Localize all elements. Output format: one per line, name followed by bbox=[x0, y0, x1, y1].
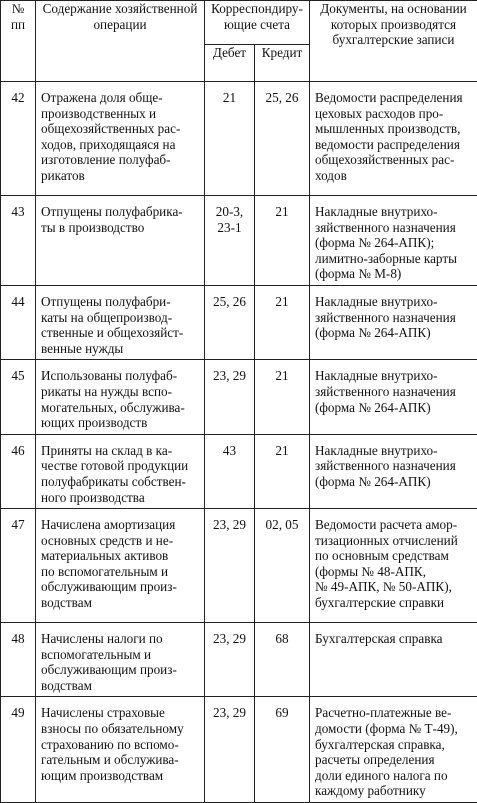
row-documents bbox=[310, 360, 477, 434]
row-credit-account-line: 21 bbox=[255, 294, 309, 310]
row-credit-account-line: 68 bbox=[255, 631, 309, 647]
row-number: 44 bbox=[1, 285, 36, 359]
row-operation-content-line: по вспомогательным и bbox=[41, 564, 202, 580]
row-operation-content bbox=[36, 509, 205, 623]
row-documents-line: зяйственного назначения bbox=[315, 310, 475, 326]
row-operation-content-line: Отражена доля обще- bbox=[41, 90, 202, 106]
row-operation-content-line: ного производства bbox=[41, 490, 202, 506]
table-row bbox=[1, 697, 477, 803]
row-debit-account-line: 43 bbox=[205, 443, 254, 459]
row-credit-account bbox=[255, 360, 310, 434]
row-operation-content-line: вспомогательным и bbox=[41, 647, 202, 663]
row-credit-account-line: 02, 05 bbox=[255, 517, 309, 533]
row-operation-content bbox=[36, 82, 205, 196]
row-credit-account-line: 21 bbox=[255, 204, 309, 220]
row-documents-line: Расчетно-платежные ве- bbox=[315, 705, 475, 721]
row-documents-line: ходов bbox=[315, 168, 475, 184]
row-debit-account-line: 23, 29 bbox=[205, 631, 254, 647]
table-row bbox=[1, 285, 477, 359]
row-operation-content-line: водствам bbox=[41, 678, 202, 694]
header-credit: Кредит bbox=[255, 45, 310, 82]
header-number bbox=[1, 1, 36, 82]
row-documents-line: цеховых расходов про- bbox=[315, 106, 475, 122]
row-operation-content-line: основных средств и не- bbox=[41, 533, 202, 549]
row-operation-content-line: материальных активов bbox=[41, 548, 202, 564]
row-debit-account-line: 25, 26 bbox=[205, 294, 254, 310]
row-documents-line: Накладные внутрихо- bbox=[315, 368, 475, 384]
row-operation-content-line: водствам bbox=[41, 595, 202, 611]
row-operation-content-line: каты на общепроизвод- bbox=[41, 310, 202, 326]
row-operation-content bbox=[36, 697, 205, 803]
row-documents bbox=[310, 82, 477, 196]
row-operation-content-line: могательных, обслужива- bbox=[41, 400, 202, 416]
row-documents-line: Накладные внутрихо- bbox=[315, 294, 475, 310]
row-operation-content-line: Отпущены полуфабрика- bbox=[41, 204, 202, 220]
header-documents bbox=[310, 1, 477, 82]
header-content-line: операции bbox=[36, 17, 204, 33]
row-debit-account bbox=[205, 360, 255, 434]
row-operation-content-line: обслуживающим произ- bbox=[41, 579, 202, 595]
row-credit-account bbox=[255, 434, 310, 508]
row-operation-content-line: Приняты на склад в ка- bbox=[41, 443, 202, 459]
row-documents bbox=[310, 434, 477, 508]
row-debit-account-line: 23, 29 bbox=[205, 517, 254, 533]
row-operation-content bbox=[36, 285, 205, 359]
header-docs-line: Документы, на основании bbox=[310, 1, 477, 17]
row-operation-content bbox=[36, 196, 205, 286]
row-operation-content-line: гательным и обслужива- bbox=[41, 752, 202, 768]
row-credit-account bbox=[255, 697, 310, 803]
row-documents-line: Ведомости распределения bbox=[315, 90, 475, 106]
row-documents-line: (форма № М-8) bbox=[315, 266, 475, 282]
row-debit-account-line: 23-1 bbox=[205, 220, 254, 236]
row-credit-account-line: 21 bbox=[255, 368, 309, 384]
row-debit-account-line: 23, 29 bbox=[205, 705, 254, 721]
row-operation-content-line: рикаты на нужды вспо- bbox=[41, 384, 202, 400]
row-operation-content-line: венные нужды bbox=[41, 341, 202, 357]
row-documents-line: тизационных отчислений bbox=[315, 533, 475, 549]
row-documents bbox=[310, 196, 477, 286]
row-credit-account-line: 69 bbox=[255, 705, 309, 721]
row-operation-content-line: честве готовой продукции bbox=[41, 458, 202, 474]
row-operation-content-line: рикатов bbox=[41, 168, 202, 184]
row-debit-account bbox=[205, 285, 255, 359]
row-documents-line: лимитно-заборные карты bbox=[315, 251, 475, 267]
row-operation-content-line: производственных и bbox=[41, 106, 202, 122]
row-credit-account-line: 25, 26 bbox=[255, 90, 309, 106]
row-operation-content-line: Использованы полуфаб- bbox=[41, 368, 202, 384]
row-debit-account-line: 21 bbox=[205, 90, 254, 106]
row-documents bbox=[310, 285, 477, 359]
row-operation-content-line: изготовление полуфаб- bbox=[41, 152, 202, 168]
row-operation-content-line: Начислены страховые bbox=[41, 705, 202, 721]
row-operation-content-line: ты в производство bbox=[41, 220, 202, 236]
row-documents-line: зяйственного назначения bbox=[315, 384, 475, 400]
row-credit-account-line: 21 bbox=[255, 443, 309, 459]
row-debit-account-line: 23, 29 bbox=[205, 368, 254, 384]
row-operation-content-line: ходов, приходящаяся на bbox=[41, 137, 202, 153]
table-body bbox=[1, 82, 477, 803]
header-docs-line: бухгалтерские записи bbox=[310, 32, 477, 48]
row-documents-line: расчеты определения bbox=[315, 752, 475, 768]
table-row bbox=[1, 623, 477, 697]
header-number-line: № bbox=[1, 1, 35, 17]
row-debit-account bbox=[205, 82, 255, 196]
row-documents-line: ведомости распределения bbox=[315, 137, 475, 153]
header-accounts-line: Корреспондиру- bbox=[205, 1, 309, 17]
row-debit-account bbox=[205, 196, 255, 286]
row-credit-account bbox=[255, 285, 310, 359]
row-documents-line: домости (форма № Т-49), bbox=[315, 721, 475, 737]
row-documents bbox=[310, 509, 477, 623]
row-operation-content-line: полуфабрикаты собствен- bbox=[41, 474, 202, 490]
row-documents-line: (форма № 264-АПК) bbox=[315, 474, 475, 490]
row-operation-content-line: Отпущены полуфабри- bbox=[41, 294, 202, 310]
row-number: 42 bbox=[1, 82, 36, 196]
row-number: 43 bbox=[1, 196, 36, 286]
header-content-line: Содержание хозяйственной bbox=[36, 1, 204, 17]
row-documents-line: бухгалтерские справки bbox=[315, 595, 475, 611]
row-number: 47 bbox=[1, 509, 36, 623]
row-documents-line: зяйственного назначения bbox=[315, 458, 475, 474]
row-debit-account bbox=[205, 623, 255, 697]
header-operation-content bbox=[36, 1, 205, 82]
row-number: 49 bbox=[1, 697, 36, 803]
row-documents-line: Ведомости расчета амор- bbox=[315, 517, 475, 533]
row-operation-content bbox=[36, 360, 205, 434]
row-documents-line: Бухгалтерская справка bbox=[315, 631, 475, 647]
row-credit-account bbox=[255, 82, 310, 196]
row-credit-account bbox=[255, 196, 310, 286]
row-operation-content-line: Начислены налоги по bbox=[41, 631, 202, 647]
table-row bbox=[1, 434, 477, 508]
table-row bbox=[1, 360, 477, 434]
header-number-line: пп bbox=[1, 17, 35, 33]
row-debit-account bbox=[205, 697, 255, 803]
row-documents-line: бухгалтерская справка, bbox=[315, 737, 475, 753]
row-number: 48 bbox=[1, 623, 36, 697]
header-debit: Дебет bbox=[205, 45, 255, 82]
row-documents-line: по основным средствам bbox=[315, 548, 475, 564]
row-operation-content bbox=[36, 434, 205, 508]
row-documents-line: мышленных производств, bbox=[315, 121, 475, 137]
row-debit-account bbox=[205, 434, 255, 508]
row-operation-content-line: обслуживающим произ- bbox=[41, 662, 202, 678]
header-docs-line: которых производятся bbox=[310, 17, 477, 33]
row-debit-account-line: 20-3, bbox=[205, 204, 254, 220]
row-documents-line: (форма № 264-АПК); bbox=[315, 235, 475, 251]
row-documents-line: Накладные внутрихо- bbox=[315, 204, 475, 220]
row-operation-content-line: ющих производств bbox=[41, 415, 202, 431]
row-operation-content bbox=[36, 623, 205, 697]
row-documents bbox=[310, 697, 477, 803]
row-number: 45 bbox=[1, 360, 36, 434]
row-operation-content-line: ственные и общехозяйст- bbox=[41, 325, 202, 341]
row-documents-line: (форма № 264-АПК) bbox=[315, 325, 475, 341]
row-operation-content-line: взносы по обязательному bbox=[41, 721, 202, 737]
row-operation-content-line: Начислена амортизация bbox=[41, 517, 202, 533]
row-operation-content-line: страхованию по вспомо- bbox=[41, 737, 202, 753]
row-number: 46 bbox=[1, 434, 36, 508]
row-documents-line: зяйственного назначения bbox=[315, 220, 475, 236]
header-accounts-line: ющие счета bbox=[205, 17, 309, 33]
row-documents-line: Накладные внутрихо- bbox=[315, 443, 475, 459]
header-corresponding-accounts bbox=[205, 1, 310, 45]
row-operation-content-line: общехозяйственных рас- bbox=[41, 121, 202, 137]
row-credit-account bbox=[255, 509, 310, 623]
row-documents-line: каждому работнику bbox=[315, 783, 475, 799]
row-documents-line: (формы № 48-АПК, bbox=[315, 564, 475, 580]
row-documents-line: доли единого налога по bbox=[315, 768, 475, 784]
table-row bbox=[1, 509, 477, 623]
row-documents-line: № 49-АПК, № 50-АПК), bbox=[315, 579, 475, 595]
row-operation-content-line: ющим производствам bbox=[41, 768, 202, 784]
row-credit-account bbox=[255, 623, 310, 697]
row-documents bbox=[310, 623, 477, 697]
row-debit-account bbox=[205, 509, 255, 623]
row-documents-line: общехозяйственных рас- bbox=[315, 152, 475, 168]
row-documents-line: (форма № 264-АПК) bbox=[315, 400, 475, 416]
table-row bbox=[1, 196, 477, 286]
table-row bbox=[1, 82, 477, 196]
